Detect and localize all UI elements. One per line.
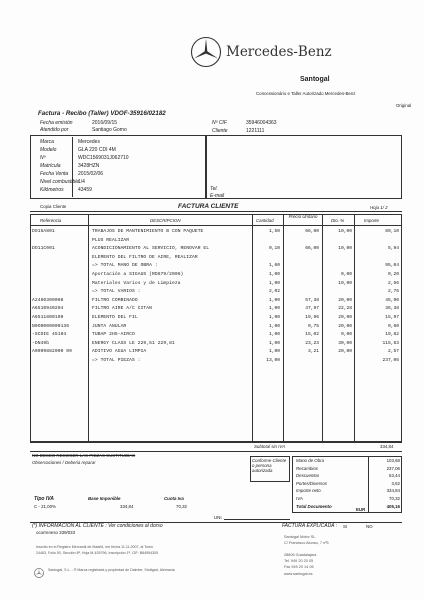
row-reference: A0009882000 09: [32, 349, 72, 355]
row-quantity: 2,02: [268, 289, 280, 295]
cliente-value: 1221111: [246, 128, 265, 134]
invoice-title: Factura - Recibo (Taller) VDOF-35916/02182: [38, 110, 166, 117]
row-amount: 0,60: [387, 323, 399, 329]
row-reference: -SCOIE 45104: [32, 332, 67, 338]
address-2: C/ Francisco Alonso, 7 nº5: [284, 541, 329, 545]
observaciones-label: Observaciones / Deberia reparar: [32, 460, 96, 465]
notice-text: NO DESEO RECOGER LAS PIEZAS SUSTITUIDAS: [32, 453, 136, 458]
row-discount: 0,00: [340, 332, 352, 338]
tipo-iva-value: C - 21,00%: [34, 504, 56, 509]
col-cant: Cantidad: [256, 218, 274, 223]
row-unit-price: 19,96: [305, 315, 319, 320]
row-description: ELEMENTO DEL FIL: [92, 315, 138, 320]
row-description: ACONDICIONAMIENTO AL SERVICIO, RENOVAR EL: [92, 246, 210, 252]
row-quantity: 13,00: [266, 358, 280, 363]
row-reference: A6510940204: [32, 306, 64, 312]
row-amount: 2,57: [387, 349, 399, 355]
fecha-emision-label: Fecha emisión: [40, 120, 73, 126]
currency-label: EUR: [356, 507, 366, 512]
row-description: ENERGY CLASS LE 229,51 229,81: [92, 340, 175, 346]
col-importe: Importe: [364, 218, 379, 223]
row-reference: DO15A801: [32, 229, 55, 234]
fecha-emision-value: 2016/09/15: [92, 120, 118, 126]
row-amount: 237,06: [382, 358, 399, 363]
kilometros-label: Kilómetros: [40, 187, 64, 193]
row-amount: 115,63: [382, 340, 399, 346]
row-unit-price: 15,02: [305, 332, 319, 338]
fecha-venta-value: 2015/02/06: [78, 171, 104, 177]
row-amount: 19,82: [385, 332, 399, 338]
cliente-label: Cliente: [212, 128, 228, 134]
base-label: Base Imponible: [88, 496, 121, 501]
row-description: FILTRO COMBINADO: [92, 297, 138, 303]
total-label: IVA: [296, 496, 303, 501]
row-reference: N0O0000000136: [32, 323, 70, 329]
total-value: 63,44: [389, 473, 400, 479]
row-amount: 95,04: [385, 263, 399, 269]
client-address-box: [206, 135, 402, 199]
row-description: ELEMENTO DEL FILTRO DE AIRE, REALIZAR: [92, 254, 198, 260]
address-3: 28806 Guadalajara: [284, 553, 317, 557]
row-quantity: 1,60: [268, 263, 280, 269]
row-unit-price: 66,00: [305, 246, 319, 252]
conforme-label: Conforme Cliente o persona autorizada: [252, 458, 287, 473]
tel-label: Tel.: [210, 186, 218, 192]
info-text: (*) INFORMACIÓN AL CLIENTE : Ver condiciones al dorso: [32, 523, 163, 529]
uni-label: UNI: [214, 515, 222, 520]
row-discount: 30,00: [338, 340, 352, 346]
total-value: 3,62: [391, 480, 400, 486]
row-amount: 5,94: [387, 246, 399, 252]
row-unit-price: 66,00: [305, 229, 319, 234]
dealer-subtitle: Concessionário e Taller Autorizado Mercedes-Benz: [256, 91, 356, 96]
total-label: Mano de Obra: [296, 458, 325, 463]
row-quantity: 1,00: [268, 340, 280, 346]
row-description: TUBAP 2H5-AIRCO: [92, 332, 135, 338]
row-quantity: 1,50: [268, 229, 280, 234]
total-value: 103,68: [386, 458, 400, 463]
cuota-label: Cuota Iva: [164, 496, 184, 501]
matricula-value: 3428HZN: [78, 163, 100, 169]
total-value: 237,06: [386, 465, 400, 471]
row-quantity: 1,00: [268, 332, 280, 338]
row-discount: 10,00: [338, 280, 352, 286]
cif-label: Nº CIF: [212, 120, 227, 126]
nivel-label: Nivel combustible: [40, 179, 80, 185]
email-label: E-mail: [210, 193, 225, 199]
row-description: TRABAJOS DE MANTENIMIENTO B CON PAQUETE: [92, 229, 204, 234]
row-description: JUNTA ANULAR: [92, 323, 127, 329]
hoja-label: Hoja 1/ 2: [370, 205, 388, 210]
row-reference: DO11C001: [32, 246, 55, 252]
row-quantity: 0,10: [268, 246, 280, 252]
no-label: NO: [366, 524, 373, 529]
total-label: Total Documento: [296, 503, 332, 509]
total-label: Descuentos: [296, 473, 320, 479]
row-description: => TOTAL MANO DE OBRA :: [92, 263, 158, 269]
cuota-value: 70,32: [176, 504, 187, 509]
row-quantity: 1,00: [268, 315, 280, 320]
atendido-value: Santiago Gomo: [92, 127, 127, 133]
total-value: 334,84: [386, 488, 400, 494]
row-unit-price: 0,75: [307, 323, 319, 329]
nivel-value: 1/4: [78, 179, 85, 185]
modelo-value: GLA 220 CDI 4M: [78, 147, 116, 153]
row-reference: A6511800109: [32, 315, 64, 320]
si-label: SI: [343, 524, 348, 529]
copia-label: Copia Cliente: [40, 204, 67, 209]
row-quantity: 1,00: [268, 272, 280, 277]
row-discount: 10,00: [338, 229, 352, 234]
mercedes-star-logo: [190, 36, 222, 68]
row-amount: 45,90: [385, 297, 399, 303]
total-value: 405,16: [386, 503, 400, 509]
row-discount: 22,28: [338, 306, 352, 312]
row-unit-price: 3,21: [307, 349, 319, 355]
base-value: 334,84: [120, 504, 134, 509]
total-label: Recambios: [296, 465, 318, 471]
invoice-heading: FACTURA CLIENTE: [178, 203, 239, 210]
row-amount: 2,76: [387, 289, 399, 295]
atendido-label: Atendido por: [40, 127, 69, 133]
row-discount: 0,00: [340, 272, 352, 277]
row-amount: 89,10: [385, 229, 399, 234]
legal-text-3: Santogal, S.L. - ® Marca registrada y propiedad de Daimler, Stuttgart, Alemania: [48, 568, 175, 572]
row-description: FILTRO AIRE A/C CITAN: [92, 306, 152, 312]
fecha-venta-label: Fecha Venta: [40, 171, 69, 177]
subtotal-value: 334,84: [380, 444, 394, 449]
row-amount: 0,20: [387, 272, 399, 277]
website: www.santogal.es: [284, 572, 313, 576]
total-label: Importe neto: [296, 488, 321, 494]
row-description: Materiales Varios y de Limpieza: [92, 280, 181, 286]
row-discount: 20,00: [338, 323, 352, 329]
col-precio: Precio Unitario: [288, 214, 318, 219]
row-amount: 36,38: [385, 306, 399, 312]
col-dto: Dto. %: [331, 218, 345, 223]
col-desc: DESCRIPCION: [150, 218, 181, 223]
row-unit-price: 47,97: [305, 306, 319, 312]
tipo-iva-label: Tipo IVA: [34, 496, 54, 502]
row-reference: A2460300008: [32, 297, 64, 303]
marca-label: Marca: [40, 139, 54, 145]
dealer-name: Santogal: [300, 76, 330, 83]
row-reference: -DN49b: [32, 340, 50, 346]
legal-text-2: 24463, Folio 50, Sección 8ª, Hoja M-439796, Inscripción 1ª. CIF: B84954305: [36, 551, 159, 555]
kilometros-value: 43459: [78, 187, 92, 193]
row-description: PLUS REALIZAR: [92, 237, 130, 243]
address-4: Tel. 949 20 20 05: [284, 559, 314, 563]
total-value: 70,32: [389, 496, 400, 501]
address-1: Santogal Motor SL: [284, 535, 316, 539]
row-amount: 2,56: [387, 280, 399, 286]
row-description: => TOTAL VARIOS :: [92, 289, 141, 295]
marca-value: Mercedes: [78, 139, 100, 145]
row-amount: 15,97: [385, 315, 399, 320]
row-description: Aportación a SIGAUS (RD679/2006): [92, 272, 184, 277]
row-discount: 20,00: [338, 349, 352, 355]
row-description: ADITIVO AGUA LIMPIA: [92, 349, 147, 355]
row-unit-price: 23,23: [305, 340, 319, 346]
row-quantity: 1,00: [268, 349, 280, 355]
row-quantity: 1,00: [268, 306, 280, 312]
row-quantity: 1,00: [268, 323, 280, 329]
total-label: Portes/Diversos: [296, 480, 327, 486]
legal-text-1: Inscrito en el Registro Mercantil de Madrid, em fecha 11.11.2007, al Tomo: [36, 545, 154, 549]
explicada-label: FACTURA EXPLICADA :: [282, 523, 338, 529]
col-ref: Referencia: [40, 218, 62, 223]
brand-name: Mercedes-Benz: [226, 44, 332, 60]
mercedes-footer-star-icon: [34, 565, 44, 575]
address-5: Fax 949 20 14 06: [284, 565, 314, 569]
row-quantity: 1,00: [268, 280, 280, 286]
row-unit-price: 57,38: [305, 297, 319, 303]
subtotal-label: Subtotal sin IVA: [254, 444, 285, 449]
row-discount: 20,00: [338, 315, 352, 320]
row-discount: 10,00: [338, 246, 352, 252]
num-value: WDC1569031J062710: [78, 155, 129, 161]
matricula-label: Matrícula: [40, 163, 61, 169]
num-label: Nº: [40, 155, 46, 161]
row-quantity: 1,00: [268, 297, 280, 303]
original-label: Original: [396, 103, 412, 108]
cif-value: 35946004363: [246, 120, 277, 126]
info-sub: ocorreneso 339/033: [36, 530, 76, 535]
modelo-label: Modelo: [40, 147, 57, 153]
row-discount: 20,00: [338, 297, 352, 303]
row-description: => TOTAL PIEZAS :: [92, 358, 141, 363]
